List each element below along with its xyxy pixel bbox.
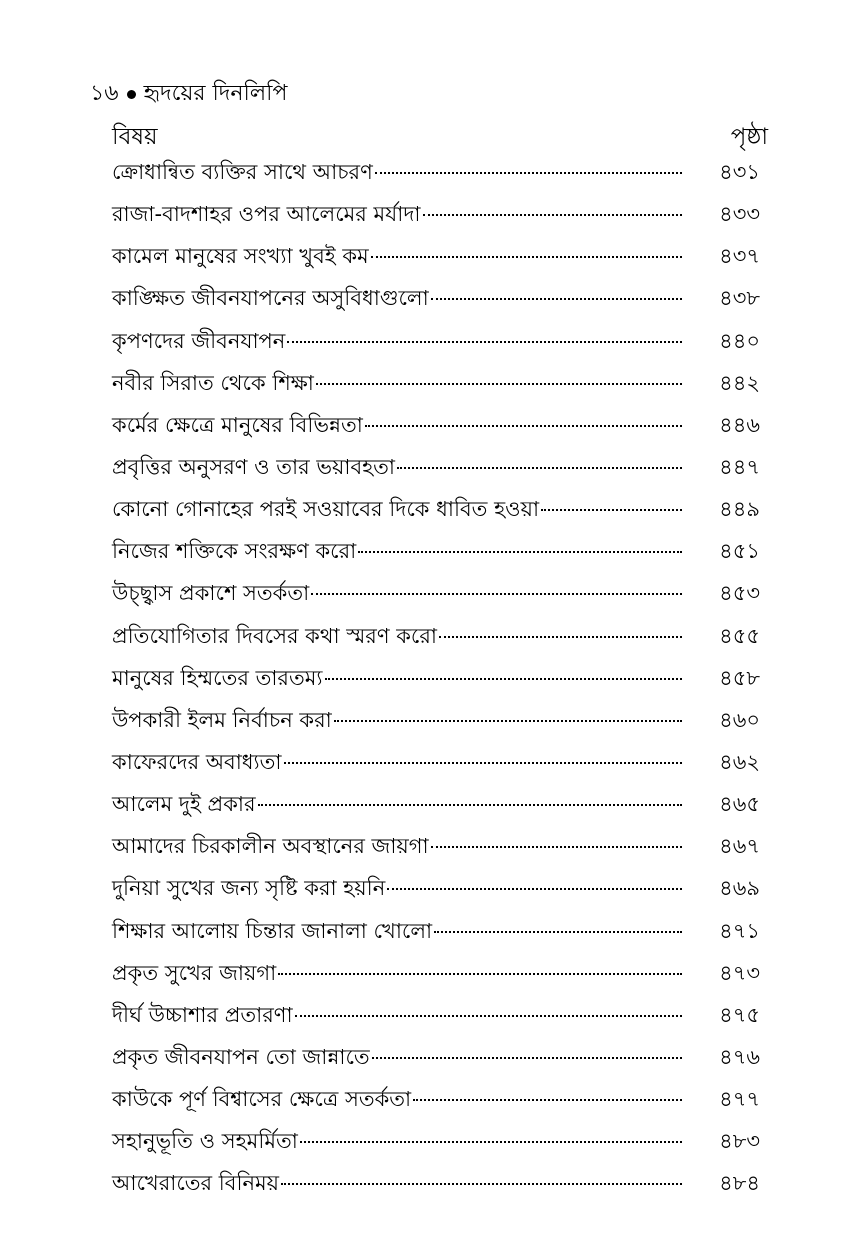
- dot-leader: [375, 172, 682, 174]
- dot-leader: [423, 214, 683, 216]
- toc-entry: [112, 1125, 760, 1167]
- toc-entry: [112, 957, 760, 999]
- toc-entry-page: ৪৮৩: [719, 1129, 760, 1154]
- dot-leader: [334, 720, 682, 722]
- dot-leader: [397, 467, 682, 469]
- dot-leader: [439, 636, 682, 638]
- toc-entry-page: ৪৭৭: [719, 1087, 760, 1112]
- page-column-header: পৃষ্ঠা: [730, 124, 768, 150]
- subject-column-header: বিষয়: [112, 124, 158, 150]
- toc-entry: [112, 409, 760, 451]
- toc-entry-title: সহানুভূতি ও সহমর্মিতা: [112, 1129, 298, 1154]
- toc-entry: [112, 367, 760, 409]
- table-of-contents: [112, 156, 760, 1210]
- toc-entry: [112, 704, 760, 746]
- dot-leader: [431, 846, 682, 848]
- dot-leader: [258, 804, 682, 806]
- toc-entry: [112, 240, 760, 282]
- toc-entry-page: ৪৭৫: [719, 1002, 760, 1027]
- dot-leader: [316, 383, 682, 385]
- toc-entry-title: আলেম দুই প্রকার: [112, 792, 256, 817]
- toc-entry-page: ৪৩১: [719, 160, 760, 184]
- toc-entry-title: নিজের শক্তিকে সংরক্ষণ করো: [112, 539, 357, 564]
- toc-entry-page: ৪৮৪: [719, 1171, 760, 1196]
- dot-leader: [431, 298, 682, 300]
- toc-entry-page: ৪৭১: [719, 918, 760, 943]
- toc-entry-page: ৪৭৩: [719, 960, 760, 985]
- toc-entry-page: ৪৪৬: [719, 412, 760, 437]
- dot-leader: [413, 1099, 682, 1101]
- dot-leader: [325, 678, 683, 680]
- toc-entry-page: ৪৫৩: [719, 581, 760, 606]
- toc-entry-title: প্রকৃত সুখের জায়গা: [112, 960, 277, 985]
- toc-entry: [112, 746, 760, 788]
- page-number: ১৬: [90, 81, 119, 106]
- toc-entry-page: ৪৬৭: [719, 834, 760, 859]
- toc-entry-title: প্রবৃত্তির অনুসরণ ও তার ভয়াবহতা: [112, 454, 396, 479]
- book-title: হৃদয়ের দিনলিপি: [143, 81, 288, 106]
- toc-entry-page: ৪৫৫: [719, 623, 760, 648]
- dot-leader: [278, 973, 682, 975]
- toc-entry-title: কর্মের ক্ষেত্রে মানুষের বিভিন্নতা: [112, 412, 363, 437]
- toc-entry-title: শিক্ষার আলোয় চিন্তার জানালা খোলো: [112, 918, 433, 943]
- bullet-separator: [127, 90, 136, 99]
- toc-entry: [112, 1167, 760, 1209]
- toc-entry-page: ৪৪০: [719, 328, 760, 353]
- toc-entry: [112, 1041, 760, 1083]
- toc-entry: [112, 451, 760, 493]
- toc-entry-title: রাজা-বাদশাহর ওপর আলেমের মর্যাদা: [112, 202, 421, 227]
- toc-entry-page: ৪৭৬: [719, 1044, 760, 1069]
- dot-leader: [358, 551, 682, 553]
- dot-leader: [434, 931, 682, 933]
- toc-entry-page: ৪৪২: [719, 370, 760, 395]
- dot-leader: [295, 1015, 682, 1017]
- dot-leader: [371, 256, 682, 258]
- toc-entry: [112, 577, 760, 619]
- toc-entry-title: মানুষের হিম্মতের তারতম্য: [112, 665, 323, 690]
- toc-entry: [112, 282, 760, 324]
- dot-leader: [300, 1141, 682, 1143]
- toc-entry-title: উচ্ছ্বাস প্রকাশে সতর্কতা: [112, 581, 310, 606]
- toc-entry-title: উপকারী ইলম নির্বাচন করা: [112, 707, 332, 732]
- toc-entry-title: কাউকে পূর্ণ বিশ্বাসের ক্ষেত্রে সতর্কতা: [112, 1087, 412, 1112]
- toc-entry-title: কাফেরদের অবাধ্যতা: [112, 749, 282, 774]
- toc-entry-page: ৪৬৫: [719, 792, 760, 817]
- toc-entry-title: কামেল মানুষের সংখ্যা খুবই কম: [112, 244, 369, 269]
- toc-entry: [112, 662, 760, 704]
- toc-entry-title: কাঙ্ক্ষিত জীবনযাপনের অসুবিধাগুলো: [112, 286, 429, 311]
- dot-leader: [541, 509, 682, 511]
- toc-entry-title: কোনো গোনাহের পরই সওয়াবের দিকে ধাবিত হওয়া: [112, 497, 540, 522]
- toc-entry-title: দীর্ঘ উচ্চাশার প্রতারণা: [112, 1002, 293, 1027]
- toc-entry-page: ৪৬২: [719, 749, 760, 774]
- dot-leader: [287, 341, 682, 343]
- toc-entry-title: ক্রোধান্বিত ব্যক্তির সাথে আচরণ: [112, 160, 373, 184]
- toc-entry: [112, 198, 760, 240]
- running-head: [90, 76, 287, 113]
- dot-leader: [372, 1057, 682, 1059]
- toc-entry: [112, 1083, 760, 1125]
- toc-entry-title: কৃপণদের জীবনযাপন: [112, 328, 286, 353]
- toc-entry: [112, 788, 760, 830]
- toc-entry-page: ৪৫৮: [719, 665, 760, 690]
- toc-entry-page: ৪৩৭: [719, 244, 760, 269]
- dot-leader: [387, 888, 682, 890]
- toc-entry: [112, 156, 760, 198]
- toc-entry: [112, 999, 760, 1041]
- toc-entry: [112, 535, 760, 577]
- dot-leader: [365, 425, 682, 427]
- toc-entry: [112, 915, 760, 957]
- toc-entry: [112, 325, 760, 367]
- toc-entry-title: আমাদের চিরকালীন অবস্থানের জায়গা: [112, 834, 429, 859]
- toc-entry-title: দুনিয়া সুখের জন্য সৃষ্টি করা হয়নি: [112, 876, 386, 901]
- toc-entry-page: ৪৪৭: [719, 454, 760, 479]
- toc-entry: [112, 830, 760, 872]
- toc-entry-page: ৪৩৮: [719, 286, 760, 311]
- toc-entry-title: প্রতিযোগিতার দিবসের কথা স্মরণ করো: [112, 623, 437, 648]
- toc-entry-title: প্রকৃত জীবনযাপন তো জান্নাতে: [112, 1044, 370, 1069]
- toc-entry-page: ৪৪৯: [719, 497, 760, 522]
- toc-entry: [112, 620, 760, 662]
- toc-entry-page: ৪৬৯: [719, 876, 760, 901]
- dot-leader: [311, 593, 682, 595]
- toc-entry-title: আখেরাতের বিনিময়: [112, 1171, 280, 1196]
- toc-entry-page: ৪৫১: [719, 539, 760, 564]
- toc-entry: [112, 872, 760, 914]
- toc-entry-page: ৪৩৩: [719, 202, 760, 227]
- toc-entry-title: নবীর সিরাত থেকে শিক্ষা: [112, 370, 314, 395]
- toc-entry-page: ৪৬০: [719, 707, 760, 732]
- toc-entry: [112, 493, 760, 535]
- dot-leader: [281, 1183, 682, 1185]
- dot-leader: [284, 762, 683, 764]
